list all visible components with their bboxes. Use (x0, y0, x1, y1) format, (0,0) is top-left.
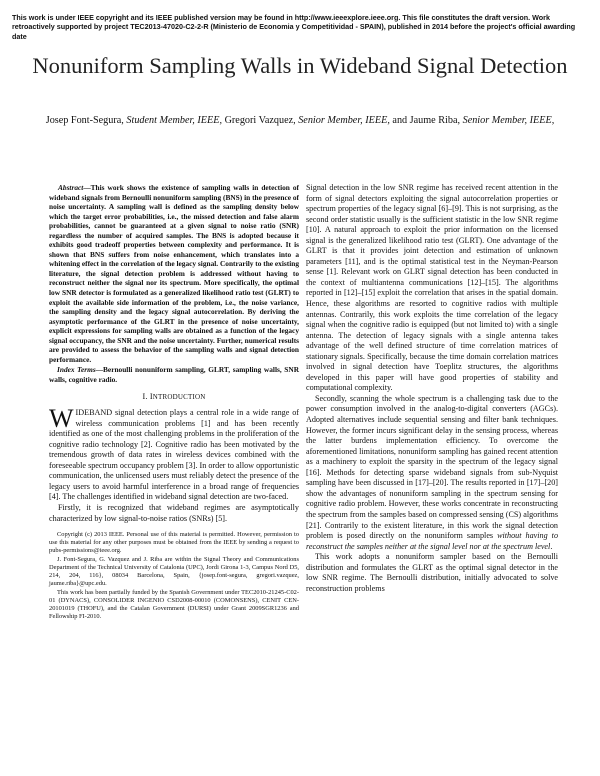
footnote: Copyright (c) 2013 IEEE. Personal use of this material is permitted. However, permission to use this material for any other purposes must be obtained from the IEEE by sending a request to pubs-permissions@ieee.org. (49, 531, 299, 555)
abstract-text: —This work shows the existence of sampling walls in detection of wideband signals from Bernoulli nonuniform sampling (BNS) in the presence of noise uncertainty. A sampling wall is defined as the sampling density below which the target error probabilities, i.e., the missed detection and false alarm probabilities, cannot be guaranteed at a given signal to noise ratio (SNR) regardless the number of acquired samples. The BNS is adopted because it exhibits good tradeoff properties between complexity and performance. It is shown that BNS suffers from noise enhancement, which translates into a whitening effect in the correlation of the legacy signal. Contrarily to the existing literature, the signal detection problem is addressed without having to reconstruct neither the signal nor its spectrum. More specifically, the optimal low SNR detector is formulated as a generalized likelihood ratio test (GLRT) to exploit the available side information of the problem, i.e., the noise variance, the sampling density and the legacy signal autocorrelation. By deriving the asymptotic performance of the GLRT in the presence of noise uncertainty, explicit expressions for sampling walls are obtained as a function of the legacy signal occupancy, the SNR and the noise uncertainty. Further, numerical results are provided to assess the behavior of the sampling walls and signal detection performance. (49, 183, 299, 364)
abstract (49, 183, 299, 364)
abstract-heading: Abstract (58, 183, 84, 192)
paragraph: Secondly, scanning the whole spectrum is a challenging task due to the power consumption involved in the analog-to-digital converters (AGCs). Adopted alternatives include sequential sensing and filter bank techniques. However, the former incurs significant delay in the sensing process, whereas the latter burdens implementation efficiency. To overcome the aforementioned limitations, nonuniform sampling has gained recent attention as a machinery to exploit the sparsity in the spectrum of the legacy signal [16]. Methods for detecting sparse wideband signals from sub-Nyquist sampling have been discussed in [17]–[20]. The results reported in [17]–[20] show the advantages of nonuniform sampling in the spectrum sensing for cognitive radio problem. However, these works concentrate in reconstructing the spectrum from the samples based on compressed sensing (CS) algorithms [21]. Contrarily to the existent literature, in this work the signal detection problem is posed directly on the nonuniform samples without having to reconstruct the samples neither at the signal level nor at the spectrum level. (306, 393, 559, 551)
index-terms-text: —Bernoulli nonuniform sampling, GLRT, sampling walls, SNR walls, cognitive radio. (49, 365, 299, 384)
author-name: Josep Font-Segura, (45, 115, 124, 126)
emphasis: without having to reconstruct the samples neither at the signal level nor at the spectrum level (306, 531, 559, 551)
author-role: Student Member, IEEE, (126, 115, 223, 126)
index-terms-heading: Index Terms (57, 365, 96, 375)
paragraph: This work adopts a nonuniform sampler based on the Bernoulli distribution and formulates the GLRT as the optimal signal detector in the low SNR regime. The Bernoulli distribution, initially advocated to solve reconstruction problems (306, 552, 558, 593)
copyright-notice: This work is under IEEE copyright and its IEEE published version may be found in http://www.ieeexplore.ieee.org. This file constitutes the draft version. Work retroactively supported by project TEC2013-47020-C2-2-R (Ministerio de Economia y Competitividad - SPAIN), published in 2014 before the project's official awarding date (12, 13, 576, 41)
author-role: Senior Member, IEEE, (298, 115, 390, 126)
paragraph: WIDEBAND signal detection plays a central role in a wide range of wireless communication problems [1] and has been recently identified as one of the most challenging problems in the proliferation of the cognitive radio technology [2]. Cognitive radio has been motivated by the tremendous growth of data rates in wireless devices combined with the foreseeable spectrum occupancy problem [3]. In order to allow opportunistic communication, the unlicensed users must reliably detect the presence of the legacy users to avoid harmful interference in a broad range of frequencies [4]. The challenges identified in wideband signal detection are two-faced. (49, 404, 299, 502)
footnote: J. Font-Segura, G. Vazquez and J. Riba are within the Signal Theory and Communications Department of the Technical University of Catalonia (UPC), Jordi Girona 1-3, Campus Nord D5, 214, 204, 116}, 08034 Barcelona, Spain, {josep.font-segura, gregori.vazquez, jaume.riba}@upc.edu. (49, 555, 299, 588)
paragraph: Firstly, it is recognized that wideband regimes are asymptotically characterized by low signal-to-noise ratios (SNRs) [5]. (49, 502, 299, 523)
author-role: Senior Member, IEEE, (462, 115, 555, 126)
section-heading: I. INTRODUCTION (142, 392, 206, 402)
author-list (40, 114, 560, 127)
drop-cap: W (49, 404, 74, 434)
author-name: Gregori Vazquez, (224, 115, 296, 126)
index-terms (49, 365, 299, 384)
paper-title: Nonuniform Sampling Walls in Wideband Signal Detection (32, 53, 568, 78)
left-column (49, 183, 299, 622)
right-column (306, 183, 558, 594)
author-name: and Jaume Riba, (392, 115, 461, 126)
footnote: This work has been partially funded by the Spanish Government under TEC2010-21245-C02-01 (DYNACS), CONSOLIDER INGENIO CSD2008-00010 (COMONSENS), CENIT CEN-20101019 (THOFU), and the Catalan Government (DURSI) under Grant 2009SGR1236 and Fellowship FI-2010. (49, 588, 299, 620)
paragraph: Signal detection in the low SNR regime has received recent attention in the form of signal detectors exploiting the signal autocorrelation properties or spectrum properties of the legacy signal [6]–[9]. This is not surprising, as the second order statistic usually is the sufficient statistic in the low SNR regime [10]. A natural approach to exploit the prior information on the licensed signal is the generalized likelihood ratio test (GLRT). One advantage of the GLRT is that it provides joint detection and estimation of unknown parameters [11], and is the optimal statistical test in the Neyman-Pearson sense [1]. Relevant work on GLRT signal detection has been conducted in the context of multiantenna communications [12]–[15]. The algorithms reported in [12]–[15] exploit the correlation that arises in the spatial domain. Hence, these algorithms are resorted to cognitive radios with multiple antennas. Contrarily, this work exploits the time correlation of the legacy signal when the cognitive radio is equipped (but not limited to) with a single antenna. The detection of legacy signals with a single antenna takes advantage of the well defined structure of time correlation matrices of stationary signals. Specifically, because the time domain correlation matrices involved in signal detection have Toeplitz structures, the algorithms developed in this paper will have good properties of stability and computational complexity. (306, 183, 558, 393)
footnotes (49, 531, 299, 621)
